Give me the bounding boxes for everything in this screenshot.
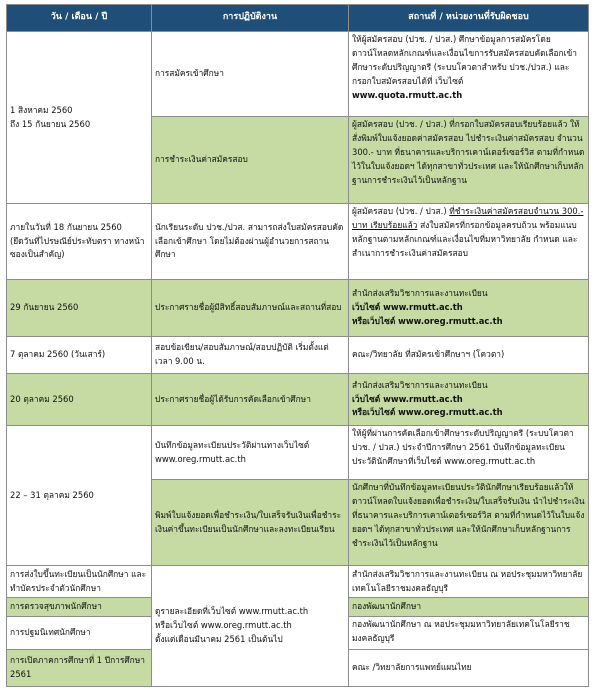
row2-place [349, 204, 589, 280]
row7-place: สำนักส่งเสริมวิชาการและงานทะเบียน ณ หอประชุมมหาวิทยาลัยเทคโนโลยีราชมงคลธัญบุรี [349, 566, 589, 598]
row4-date: 7 ตุลาคม 2560 (วันเสาร์) [7, 337, 152, 374]
row5-date: 20 ตุลาคม 2560 [7, 374, 152, 426]
table-row [7, 374, 589, 426]
row1-place-a [349, 32, 589, 117]
table-row [7, 566, 589, 598]
table-row [7, 204, 589, 280]
shared-activity-line2: หรือเว็บไซต์ www.oreg.rmutt.ac.th [155, 620, 292, 631]
row2-date-line1: ภายในวันที่ 18 กันยายน 2560 [10, 221, 122, 232]
row10-place: คณะ /วิทยาลัยการแพทย์แผนไทย [349, 650, 589, 687]
row1-place-b: ผู้สมัครสอบ (ปวช. / ปวส.) ที่กรอกใบสมัครสอบเรียบร้อยแล้ว ให้สั่งพิมพ์ใบแจ้งยอดค่าสมัครสอบ ไปชำระเงินค่าสมัครสอบ จำนวน 300.- บาท ที่ธนาคารและบริการเคาน์เตอร์เซอร์วิส ตามที่กำหนดไว้ในใบแจ้งยอดฯ ได้ทุกสาขาทั่วประเทศ และให้นักศึกษาเก็บหลักฐานการชำระเงินไว้เป็นหลักฐาน [349, 117, 589, 204]
row3-place-line1: สำนักส่งเสริมวิชาการและงานทะเบียน [352, 288, 488, 299]
row3-activity: ประกาศรายชื่อผู้มีสิทธิ์สอบสัมภาษณ์และสถานที่สอบ [152, 280, 349, 337]
row1-activity-a: การสมัครเข้าศึกษา [152, 32, 349, 117]
row4-place: คณะ/วิทยาลัย ที่สมัครเข้าศึกษาฯ (โควตา) [349, 337, 589, 374]
table-row [7, 280, 589, 337]
row3-date: 29 กันยายน 2560 [7, 280, 152, 337]
row5-place-line1: สำนักส่งเสริมวิชาการและงานทะเบียน [352, 379, 488, 390]
row3-place [349, 280, 589, 337]
shared-activity-line1: ดูรายละเอียดที่เว็บไซต์ www.rmutt.ac.th [155, 606, 309, 617]
table-row [7, 426, 589, 480]
row6-date: 22 – 31 ตุลาคม 2560 [7, 426, 152, 566]
row8-date: การตรวจสุขภาพนักศึกษา [7, 598, 152, 617]
row6-activity-a: บันทึกข้อมูลทะเบียนประวัติผ่านทางเว็บไซต์ www.oreg.rmutt.ac.th [152, 426, 349, 480]
shared-activity-line3: ตั้งแต่เดือนมีนาคม 2561 เป็นต้นไป [155, 633, 283, 644]
admission-schedule-table [6, 4, 589, 687]
row8-place: กองพัฒนานักศึกษา [349, 598, 589, 617]
row1-activity-b: การชำระเงินค่าสมัครสอบ [152, 117, 349, 204]
row2-place-part1: ผู้สมัครสอบ (ปวช. / ปวส.) [352, 206, 450, 216]
row1-date-line1: 1 สิงหาคม 2560 [10, 104, 73, 115]
header-date: วัน / เดือน / ปี [7, 5, 152, 32]
row9-place: กองพัฒนานักศึกษา ณ หอประชุมมหาวิทยาลัยเทคโนโลยีราชมงคลธัญบุรี [349, 617, 589, 650]
row6-place-b: นักศึกษาที่บันทึกข้อมูลทะเบียนประวัตินักศึกษาเรียบร้อยแล้วให้ดาวน์โหลดใบแจ้งยอดเพื่อชำระเงิน/ใบเสร็จรับเงิน นำไปชำระเงินที่ธนาคารและบริการเคาน์เตอร์เซอร์วิส ตามที่กำหนดไว้ในใบแจ้งยอดฯ ได้ทุกสาขาทั่วประเทศ และให้นักศึกษาเก็บหลักฐานการชำระเงินไว้เป็นหลักฐาน [349, 480, 589, 566]
row6-place-a: ให้ผู้ที่ผ่านการคัดเลือกเข้าศึกษาระดับปริญญาตรี (ระบบโควตา ปวช. / ปวส.) ประจำปีการศึกษา 2561 บันทึกข้อมูลทะเบียนประวัตินักศึกษาที่เว็บไซต์ www.oreg.rmutt.ac.th [349, 426, 589, 480]
table-row [7, 337, 589, 374]
row2-activity: นักเรียนระดับ ปวช./ปวส. สามารถส่งใบสมัครสอบคัดเลือกเข้าศึกษา โดยไม่ต้องผ่านผู้อำนวยการสถานศึกษา [152, 204, 349, 280]
row5-place [349, 374, 589, 426]
row10-date: การเปิดภาคการศึกษาที่ 1 ปีการศึกษา 2561 [7, 650, 152, 687]
header-activity: การปฏิบัติงาน [152, 5, 349, 32]
header-place: สถานที่ / หน่วยงานที่รับผิดชอบ [349, 5, 589, 32]
oreg-website-link[interactable]: หรือเว็บไซต์ www.oreg.rmutt.ac.th [352, 407, 503, 418]
row1-place-a-text: ให้ผู้สมัครสอบ (ปวช. / ปวส.) ศึกษาข้อมูลการสมัครโดยดาวน์โหลดหลักเกณฑ์และเงื่อนไขการรับสมัครสอบคัดเลือกเข้าศึกษาระดับปริญญาตรี (ระบบโควตาสำหรับ ปวช./ปวส.) และกรอกใบสมัครสอบได้ที่ เว็บไซต์ [352, 34, 577, 86]
row2-place-part2: ส่งใบสมัครที่กรอกข้อมูลครบถ้วน พร้อมแนบหลักฐานตามหลักเกณฑ์และเงื่อนไขที่มหาวิทยาลัย กำหนด และสำเนาการชำระเงินค่าสมัครสอบ [352, 219, 578, 258]
row1-date-cell [7, 32, 152, 204]
row5-activity: ประกาศรายชื่อผู้ได้รับการคัดเลือกเข้าศึกษา [152, 374, 349, 426]
row1-date-line2: ถึง 15 กันยายน 2560 [10, 118, 91, 129]
table-row [7, 32, 589, 117]
quota-website-link[interactable]: www.quota.rmutt.ac.th [352, 89, 463, 100]
rmutt-website-link[interactable]: เว็บไซต์ www.rmutt.ac.th [352, 393, 463, 404]
row2-date-line2: (ยึดวันที่ไปรษณีย์ประทับตรา ทางหน้าซองเป็นสำคัญ) [10, 235, 145, 260]
row9-date: การปฐมนิเทศนักศึกษา [7, 617, 152, 650]
rmutt-website-link[interactable]: เว็บไซต์ www.rmutt.ac.th [352, 302, 463, 313]
row4-activity: สอบข้อเขียน/สอบสัมภาษณ์/สอบปฏิบัติ เริ่มตั้งแต่เวลา 9.00 น. [152, 337, 349, 374]
schedule-table-wrapper [6, 4, 589, 687]
oreg-website-link[interactable]: หรือเว็บไซต์ www.oreg.rmutt.ac.th [352, 315, 503, 326]
table-header-row [7, 5, 589, 32]
row6-activity-b: พิมพ์ใบแจ้งยอดเพื่อชำระเงิน/ใบเสร็จรับเงินเพื่อชำระเงินค่าขึ้นทะเบียนเป็นนักศึกษาและลงทะเบียนเรียน [152, 480, 349, 566]
row2-date-cell [7, 204, 152, 280]
shared-activity-cell [152, 566, 349, 687]
row2-place-underlined: ที่ชำระเงินค่าสมัครสอบจำนวน 300.- บาท เรียบร้อยแล้ว [352, 206, 584, 230]
row7-date: การส่งใบขึ้นทะเบียนเป็นนักศึกษา และทำบัตรประจำตัวนักศึกษา [7, 566, 152, 598]
